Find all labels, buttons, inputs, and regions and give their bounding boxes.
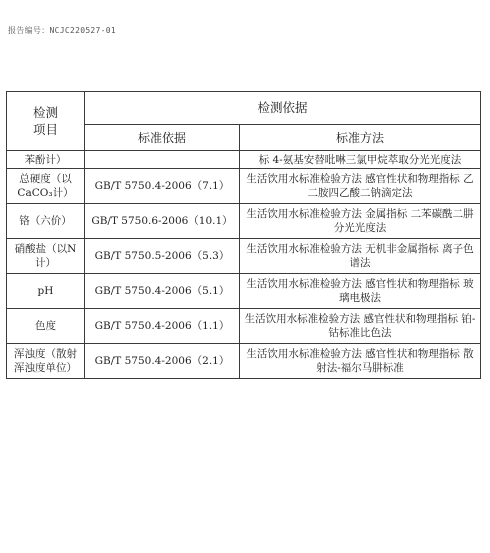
row-method: 生活饮用水标准检验方法 金属指标 二苯碳酰二肼分光光度法 xyxy=(240,204,481,239)
row-item: 色度 xyxy=(7,309,85,344)
row-basis: GB/T 5750.5-2006（5.3） xyxy=(85,239,240,274)
row-basis: GB/T 5750.6-2006（10.1） xyxy=(85,204,240,239)
row-basis: GB/T 5750.4-2006（1.1） xyxy=(85,309,240,344)
table-row xyxy=(7,151,481,169)
row-method: 生活饮用水标准检验方法 无机非金属指标 离子色谱法 xyxy=(240,239,481,274)
report-number: 报告编号：NCJC220527-01 xyxy=(8,26,117,35)
header-standard-basis: 标准依据 xyxy=(85,125,240,151)
row-item: 苯酚计） xyxy=(7,151,85,169)
row-basis xyxy=(85,151,240,169)
test-basis-table xyxy=(6,91,481,379)
table-row xyxy=(7,274,481,309)
row-item: pH xyxy=(7,274,85,309)
row-item: 总硬度（以CaCO₃计） xyxy=(7,169,85,204)
row-method: 生活饮用水标准检验方法 感官性状和物理指标 玻璃电极法 xyxy=(240,274,481,309)
table-row xyxy=(7,239,481,274)
row-method: 生活饮用水标准检验方法 感官性状和物理指标 散射法-福尔马肼标准 xyxy=(240,344,481,379)
row-item: 硝酸盐（以N计） xyxy=(7,239,85,274)
row-method: 生活饮用水标准检验方法 感官性状和物理指标 乙二胺四乙酸二钠滴定法 xyxy=(240,169,481,204)
table-row xyxy=(7,169,481,204)
row-basis: GB/T 5750.4-2006（5.1） xyxy=(85,274,240,309)
row-method: 生活饮用水标准检验方法 感官性状和物理指标 铂-钴标准比色法 xyxy=(240,309,481,344)
row-method: 标 4-氨基安替吡啉三氯甲烷萃取分光光度法 xyxy=(240,151,481,169)
header-standard-method: 标准方法 xyxy=(240,125,481,151)
table-row xyxy=(7,344,481,379)
table-row xyxy=(7,309,481,344)
header-test-item: 检测 项目 xyxy=(7,92,85,151)
row-item: 浑浊度（散射浑浊度单位） xyxy=(7,344,85,379)
header-test-basis: 检测依据 xyxy=(85,92,481,125)
table-row xyxy=(7,204,481,239)
row-basis: GB/T 5750.4-2006（7.1） xyxy=(85,169,240,204)
row-item: 铬（六价） xyxy=(7,204,85,239)
row-basis: GB/T 5750.4-2006（2.1） xyxy=(85,344,240,379)
